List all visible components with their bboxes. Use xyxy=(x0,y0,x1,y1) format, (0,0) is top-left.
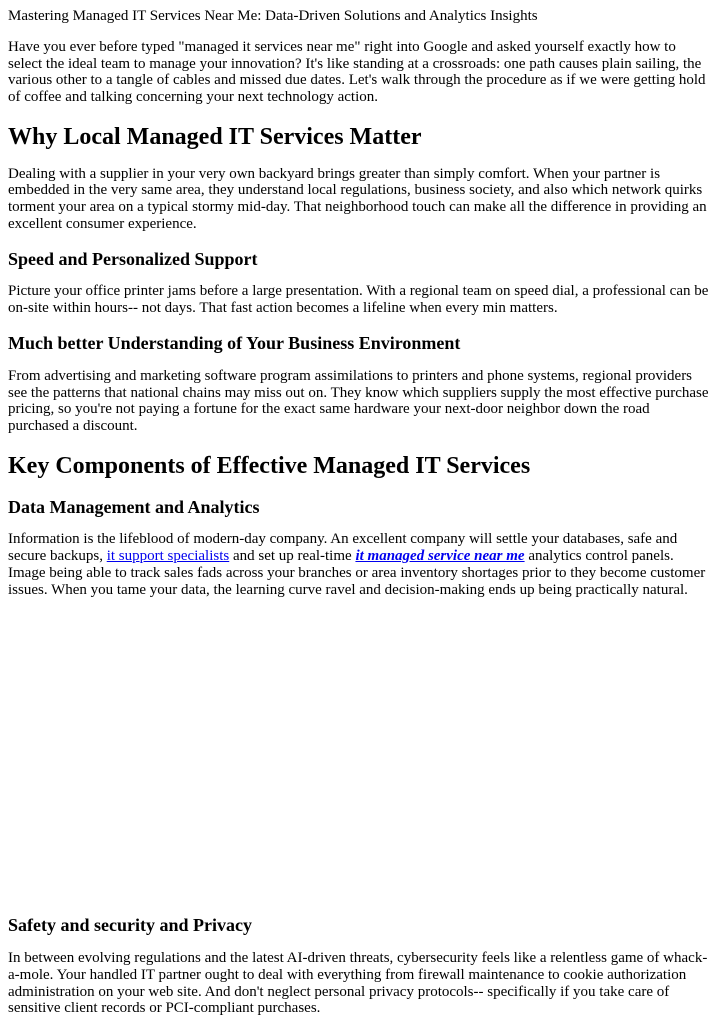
paragraph-local-benefits: Dealing with a supplier in your very own backyard brings greater than simply comfort. When your partner is embedded in the very same area, they understand local regulations, business society, and also which network quirks torment your area on a typical stormy mid-day. That neighborhood touch can make all the difference in providing an excellent consumer experience. xyxy=(8,165,707,232)
intro-paragraph: Have you ever before typed "managed it services near me" right into Google and asked yourself exactly how to select the ideal team to manage your innovation? It's like standing at a crossroads: one path causes plain sailing, the various other to a tangle of cables and missed due dates. Let's walk through the procedure as if we were getting hold of coffee and talking concerning your next technology action. xyxy=(8,38,706,106)
paragraph-speed-support: Picture your office printer jams before a large presentation. With a regional team on speed dial, a professional can be on-site within hours-- not days. That fast action becomes a lifeline when every min matters. xyxy=(8,283,709,317)
heading-business-environment: Much better Understanding of Your Business Environment xyxy=(8,333,461,354)
heading-data-management: Data Management and Analytics xyxy=(8,496,260,517)
data-management-text-middle: and set up real-time xyxy=(229,548,356,564)
heading-speed-support: Speed and Personalized Support xyxy=(8,248,258,269)
it-managed-service-link[interactable]: it managed service near me xyxy=(355,548,525,564)
data-management-text-after: analytics control panels. Image being able to track sales fads across your branches or area inventory shortages prior to they become customer issues. When you tame your data, the learning curve ravel and decision-making ends up being practically natural. xyxy=(8,548,706,598)
paragraph-security-privacy: In between evolving regulations and the latest AI-driven threats, cybersecurity feels like a relentless game of whack-a-mole. Your handled IT partner ought to deal with everything from firewall maintenance to cookie authorization administration on your web site. And don't neglect personal privacy protocols-- specifically if you take care of sensitive client records or PCI-compliant purchases. xyxy=(8,950,708,1017)
article-title-line: Mastering Managed IT Services Near Me: Data-Driven Solutions and Analytics Insights xyxy=(8,8,538,24)
paragraph-business-environment: From advertising and marketing software program assimilations to printers and phone systems, regional providers see the patterns that national chains may miss out on. They know which suppliers supply the most effective purchase pricing, so you're not paying a fortune for the exact same hardware your next-door neighbor down the road purchased a discount. xyxy=(8,367,709,435)
embed-placeholder xyxy=(8,612,712,899)
paragraph-data-management xyxy=(8,531,712,598)
it-support-specialists-link[interactable]: it support specialists xyxy=(106,548,230,564)
heading-security-privacy: Safety and security and Privacy xyxy=(8,915,252,936)
data-management-text-before: Information is the lifeblood of modern-day company. An excellent company will settle your databases, safe and secure backups, xyxy=(8,531,678,564)
heading-why-local: Why Local Managed IT Services Matter xyxy=(8,123,422,150)
heading-key-components: Key Components of Effective Managed IT Services xyxy=(8,452,531,479)
